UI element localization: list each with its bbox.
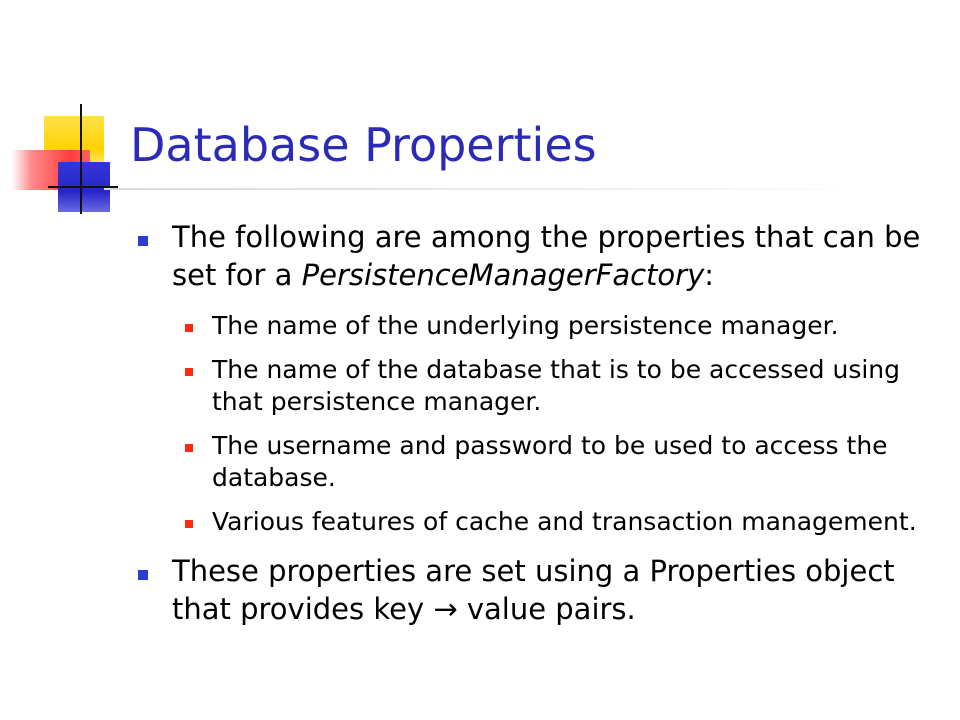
title-underline xyxy=(104,188,864,190)
square-bullet-icon xyxy=(185,324,193,332)
sub-bullet-list xyxy=(138,310,938,538)
bullet-item-properties xyxy=(138,218,938,294)
sub-bullet-item xyxy=(138,430,938,494)
bullet-item-properties-object xyxy=(138,552,938,628)
square-bullet-icon xyxy=(185,368,193,376)
bullet-text-end: : xyxy=(704,258,715,292)
sub-bullet-item xyxy=(138,310,938,342)
sub-bullet-text: The name of the database that is to be accessed using that persistence manager. xyxy=(212,355,901,416)
slide-title: Database Properties xyxy=(130,118,597,172)
bullet-text: These properties are set using a Properties object that provides key → value pairs. xyxy=(172,554,895,626)
square-bullet-icon xyxy=(185,520,193,528)
logo-vertical-line xyxy=(80,104,82,214)
sub-bullet-item xyxy=(138,506,938,538)
sub-bullet-text: The username and password to be used to access the database. xyxy=(212,431,888,492)
square-bullet-icon xyxy=(185,444,193,452)
bullet-emphasis: PersistenceManagerFactory xyxy=(301,258,705,292)
bullet-text: The following are among the properties that can be set for a xyxy=(172,220,921,292)
sub-bullet-text: Various features of cache and transaction management. xyxy=(212,507,917,536)
square-bullet-icon xyxy=(138,570,148,580)
sub-bullet-item xyxy=(138,354,938,418)
slide-content xyxy=(138,218,938,644)
sub-bullet-text: The name of the underlying persistence manager. xyxy=(212,311,839,340)
square-bullet-icon xyxy=(138,236,148,246)
